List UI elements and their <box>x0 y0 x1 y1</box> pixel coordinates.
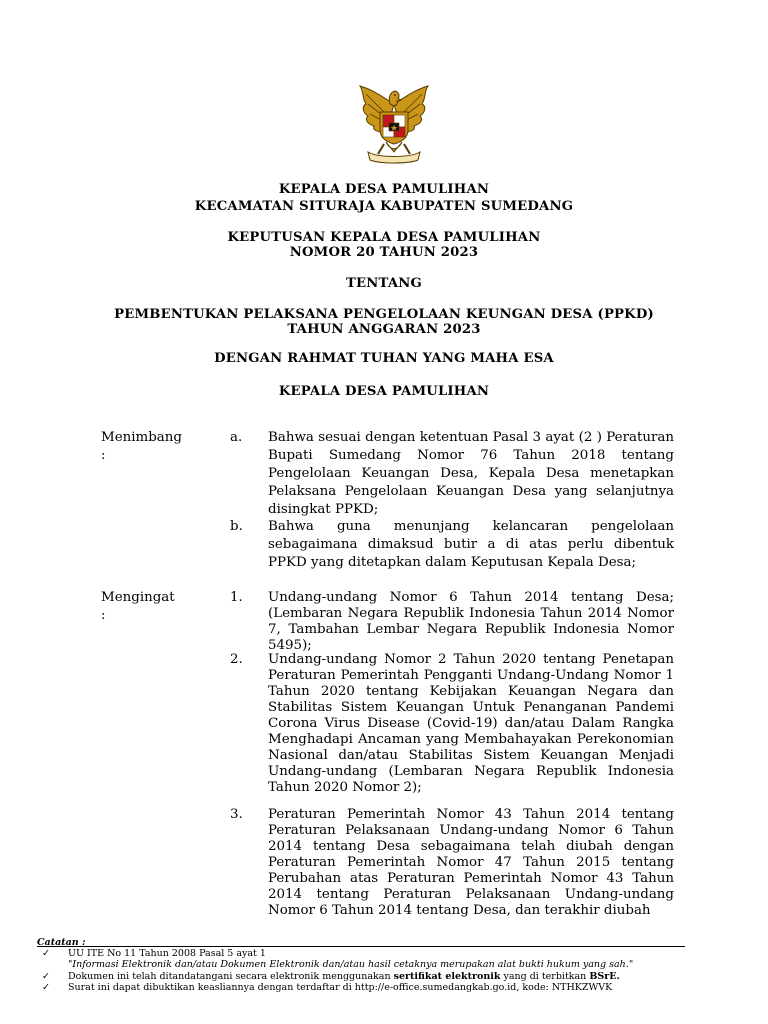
mengingat-marker-3: 3. <box>230 807 243 822</box>
footer-note-1: ✓ UU ITE No 11 Tahun 2008 Pasal 5 ayat 1 <box>42 948 266 959</box>
mengingat-item-2: Undang-undang Nomor 2 Tahun 2020 tentang Penetapan Peraturan Pemerintah Pengganti Undang-Undang Nomor 1 Tahun 2020 tentang Kebijakan Keuangan Negara dan Stabilitas Sistem Keuangan Untuk Penanganan Pandemi Corona Virus Disease (Covid-19) dan/atau Dalam Rangka Menghadapi Ancaman yang Membahayakan Perekonomian Nasional dan/atau Stabilitas Sistem Keuangan Menjadi Undang-undang (Lembaran Negara Republik Indonesia Tahun 2020 Nomor 2); <box>268 652 674 795</box>
menimbang-item-a: Bahwa sesuai dengan ketentuan Pasal 3 ayat (2 ) Peraturan Bupati Sumedang Nomor 76 Tahun 2018 tentang Pengelolaan Keuangan Desa, Kepala Desa menetapkan Pelaksana Pengelolaan Keuangan Desa yang selanjutnya disingkat PPKD; <box>268 430 674 517</box>
check-icon: ✓ <box>42 982 50 993</box>
footer-note-3: ✓ Surat ini dapat dibuktikan keasliannya dengan terdaftar di http://e-office.sumedangkab.go.id, kode: NTHKZWVK <box>42 982 613 993</box>
menimbang-marker-a: a. <box>230 430 243 445</box>
menimbang-marker-b: b. <box>230 519 243 534</box>
footer-note-1-quote: "Informasi Elektronik dan/atau Dokumen Elektronik dan/atau hasil cetaknya merupakan alat bukti hukum yang sah." <box>68 959 634 970</box>
mengingat-marker-2: 2. <box>230 652 243 667</box>
menimbang-item-b: Bahwa guna menunjang kelancaran pengelolaan sebagaimana dimaksud butir a di atas perlu dibentuk PPKD yang ditetapkan dalam Keputusan Kepala Desa; <box>268 519 674 570</box>
heading-institution: KEPALA DESA PAMULIHAN <box>278 182 490 197</box>
subject-line-1: PEMBENTUKAN PELAKSANA PENGELOLAAN KEUNGAN DESA (PPKD) <box>114 307 654 322</box>
check-icon: ✓ <box>42 948 50 959</box>
footer-note-2: ✓ Dokumen ini telah ditandatangani secara elektronik menggunakan sertifikat elektronik yang di terbitkan BSrE. <box>42 971 620 982</box>
decision-title: KEPUTUSAN KEPALA DESA PAMULIHAN <box>227 230 541 245</box>
decision-number: NOMOR 20 TAHUN 2023 <box>289 245 479 260</box>
mengingat-label: Mengingat : <box>101 590 175 623</box>
about-heading: TENTANG <box>346 276 422 291</box>
mengingat-marker-1: 1. <box>230 590 243 605</box>
check-icon: ✓ <box>42 971 50 982</box>
footer-divider <box>37 946 685 947</box>
blessing-line: DENGAN RAHMAT TUHAN YANG MAHA ESA <box>214 351 554 366</box>
issuer-heading: KEPALA DESA PAMULIHAN <box>278 384 490 399</box>
garuda-emblem-icon <box>354 82 434 164</box>
heading-district: KECAMATAN SITURAJA KABUPATEN SUMEDANG <box>194 199 574 214</box>
footer-title: Catatan : <box>37 937 86 948</box>
subject-line-2: TAHUN ANGGARAN 2023 <box>287 322 481 337</box>
menimbang-label: Menimbang : <box>101 430 182 463</box>
mengingat-item-1: Undang-undang Nomor 6 Tahun 2014 tentang Desa; (Lembaran Negara Republik Indonesia Tahun 2014 Nomor 7, Tambahan Lembar Negara Republik Indonesia Nomor 5495); <box>268 590 674 653</box>
mengingat-item-3: Peraturan Pemerintah Nomor 43 Tahun 2014 tentang Peraturan Pelaksanaan Undang-undang Nomor 6 Tahun 2014 tentang Desa sebagaimana telah diubah dengan Peraturan Pemerintah Nomor 47 Tahun 2015 tentang Perubahan atas Peraturan Pemerintah Nomor 43 Tahun 2014 tentang Peraturan Pelaksanaan Undang-undang Nomor 6 Tahun 2014 tentang Desa, dan terakhir diubah <box>268 807 674 918</box>
